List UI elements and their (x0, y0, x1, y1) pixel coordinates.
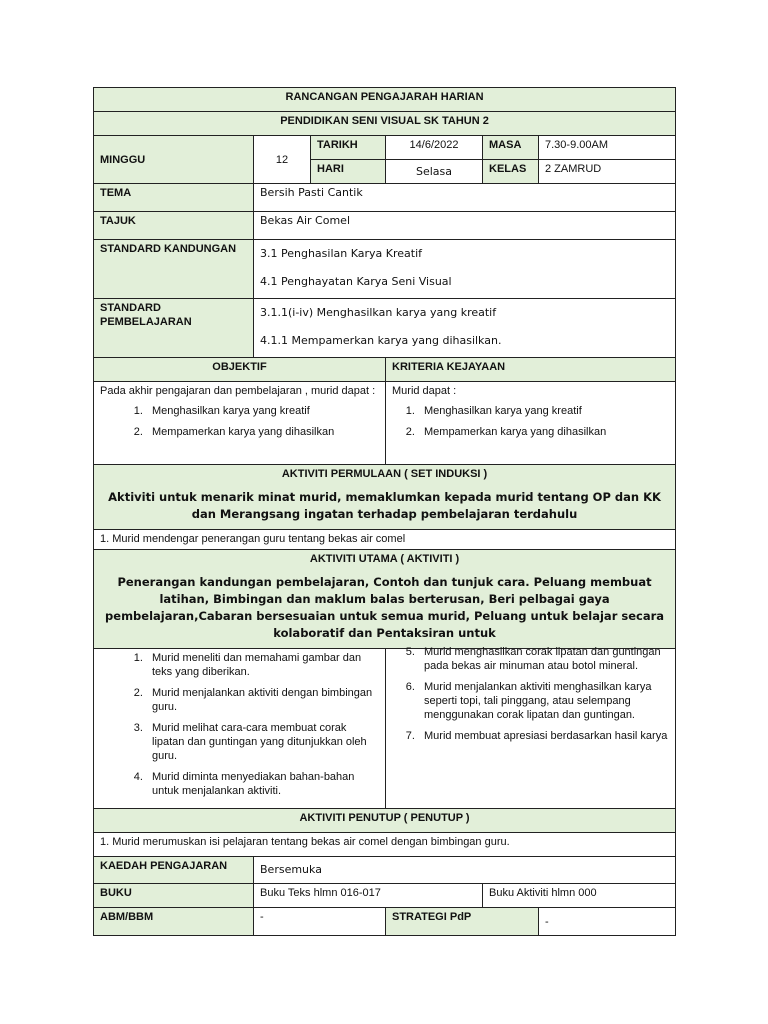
tarikh-value: 14/6/2022 (386, 136, 483, 160)
tema-label: TEMA (94, 184, 254, 212)
utama-item: 1. Murid meneliti dan memahami gambar dan teks yang diberikan. (146, 651, 379, 679)
standard-pembelajaran-item: 4.1.1 Mempamerkan karya yang dihasilkan. (260, 334, 502, 347)
kriteria-header: KRITERIA KEJAYAAN (386, 358, 676, 382)
permulaan-header: AKTIVITI PERMULAAN ( SET INDUKSI ) (281, 468, 488, 480)
standard-pembelajaran-item: 3.1.1(i-iv) Menghasilkan karya yang kreatif (260, 306, 497, 319)
permulaan-description: Aktiviti untuk menarik minat murid, memaklumkan kepada murid tentang OP dan KK dan Merangsang ingatan terhadap pembelajaran terdahulu (108, 490, 661, 521)
abm-value: - (254, 908, 386, 936)
objektif-header: OBJEKTIF (94, 358, 386, 382)
kriteria-item: 1. Menghasilkan karya yang kreatif (418, 404, 669, 418)
minggu-value: 12 (254, 136, 311, 184)
utama-item: 3. Murid melihat cara-cara membuat corak lipatan dan guntingan yang ditunjukkan oleh guru. (146, 721, 379, 763)
buku-teks-value: Buku Teks hlmn 016-017 (254, 884, 483, 908)
utama-right-list (386, 646, 676, 809)
kaedah-label: KAEDAH PENGAJARAN (94, 857, 254, 884)
subject-title: PENDIDIKAN SENI VISUAL SK TAHUN 2 (94, 112, 676, 136)
kriteria-content (386, 382, 676, 465)
standard-kandungan-value (254, 240, 676, 299)
standard-kandungan-item: 3.1 Penghasilan Karya Kreatif (260, 247, 422, 260)
permulaan-text: 1. Murid mendengar penerangan guru tentang bekas air comel (94, 530, 676, 550)
objektif-item: 2. Mempamerkan karya yang dihasilkan (146, 425, 379, 439)
tajuk-label: TAJUK (94, 212, 254, 240)
kelas-value: 2 ZAMRUD (539, 160, 676, 184)
penutup-header: AKTIVITI PENUTUP ( PENUTUP ) (94, 809, 676, 833)
buku-label: BUKU (94, 884, 254, 908)
kriteria-intro: Murid dapat : (392, 385, 457, 397)
buku-aktiviti-value: Buku Aktiviti hlmn 000 (483, 884, 676, 908)
utama-left-list (94, 649, 386, 809)
utama-item: 6. Murid menjalankan aktiviti menghasilkan karya seperti topi, tali pinggang, atau selempang menggunakan corak lipatan dan guntingan. (418, 680, 669, 722)
masa-label: MASA (483, 136, 539, 160)
masa-value: 7.30-9.00AM (539, 136, 676, 160)
penutup-text: 1. Murid merumuskan isi pelajaran tentang bekas air comel dengan bimbingan guru. (94, 833, 676, 857)
tajuk-value: Bekas Air Comel (254, 212, 676, 240)
kaedah-value: Bersemuka (254, 857, 676, 884)
standard-pembelajaran-label: STANDARD PEMBELAJARAN (94, 299, 254, 358)
hari-value: Selasa (386, 160, 483, 184)
permulaan-section (94, 465, 676, 530)
abm-label: ABM/BBM (94, 908, 254, 936)
objektif-intro: Pada akhir pengajaran dan pembelajaran , murid dapat : (100, 385, 376, 397)
utama-item: 2. Murid menjalankan aktiviti dengan bimbingan guru. (146, 686, 379, 714)
strategi-label: STRATEGI PdP (386, 908, 539, 936)
kriteria-item: 2. Mempamerkan karya yang dihasilkan (418, 425, 669, 439)
standard-pembelajaran-value (254, 299, 676, 358)
minggu-label: MINGGU (94, 136, 254, 184)
tarikh-label: TARIKH (311, 136, 386, 160)
tema-value: Bersih Pasti Cantik (254, 184, 676, 212)
kelas-label: KELAS (483, 160, 539, 184)
utama-item: 4. Murid diminta menyediakan bahan-bahan untuk menjalankan aktiviti. (146, 770, 379, 798)
standard-kandungan-item: 4.1 Penghayatan Karya Seni Visual (260, 275, 452, 288)
utama-description: Penerangan kandungan pembelajaran, Contoh dan tunjuk cara. Peluang membuat latihan, Bimbingan dan maklum balas berterusan, Beri pelbagai gaya pembelajaran,Cabaran bersesuaian untuk semua murid, Peluang untuk belajar secara kolaboratif dan Pentaksiran untuk (105, 575, 665, 640)
standard-kandungan-label: STANDARD KANDUNGAN (94, 240, 254, 299)
lesson-plan-table (93, 87, 676, 936)
utama-item: 7. Murid membuat apresiasi berdasarkan hasil karya (418, 729, 669, 743)
hari-label: HARI (311, 160, 386, 184)
utama-item: 5. Murid menghasilkan corak lipatan dan guntingan pada bekas air minuman atau botol mineral. (418, 645, 669, 673)
utama-section (94, 550, 676, 649)
utama-header: AKTIVITI UTAMA ( AKTIVITI ) (309, 553, 460, 565)
objektif-item: 1. Menghasilkan karya yang kreatif (146, 404, 379, 418)
objektif-content (94, 382, 386, 465)
strategi-value: - (539, 908, 676, 936)
plan-title: RANCANGAN PENGAJARAH HARIAN (94, 88, 676, 112)
